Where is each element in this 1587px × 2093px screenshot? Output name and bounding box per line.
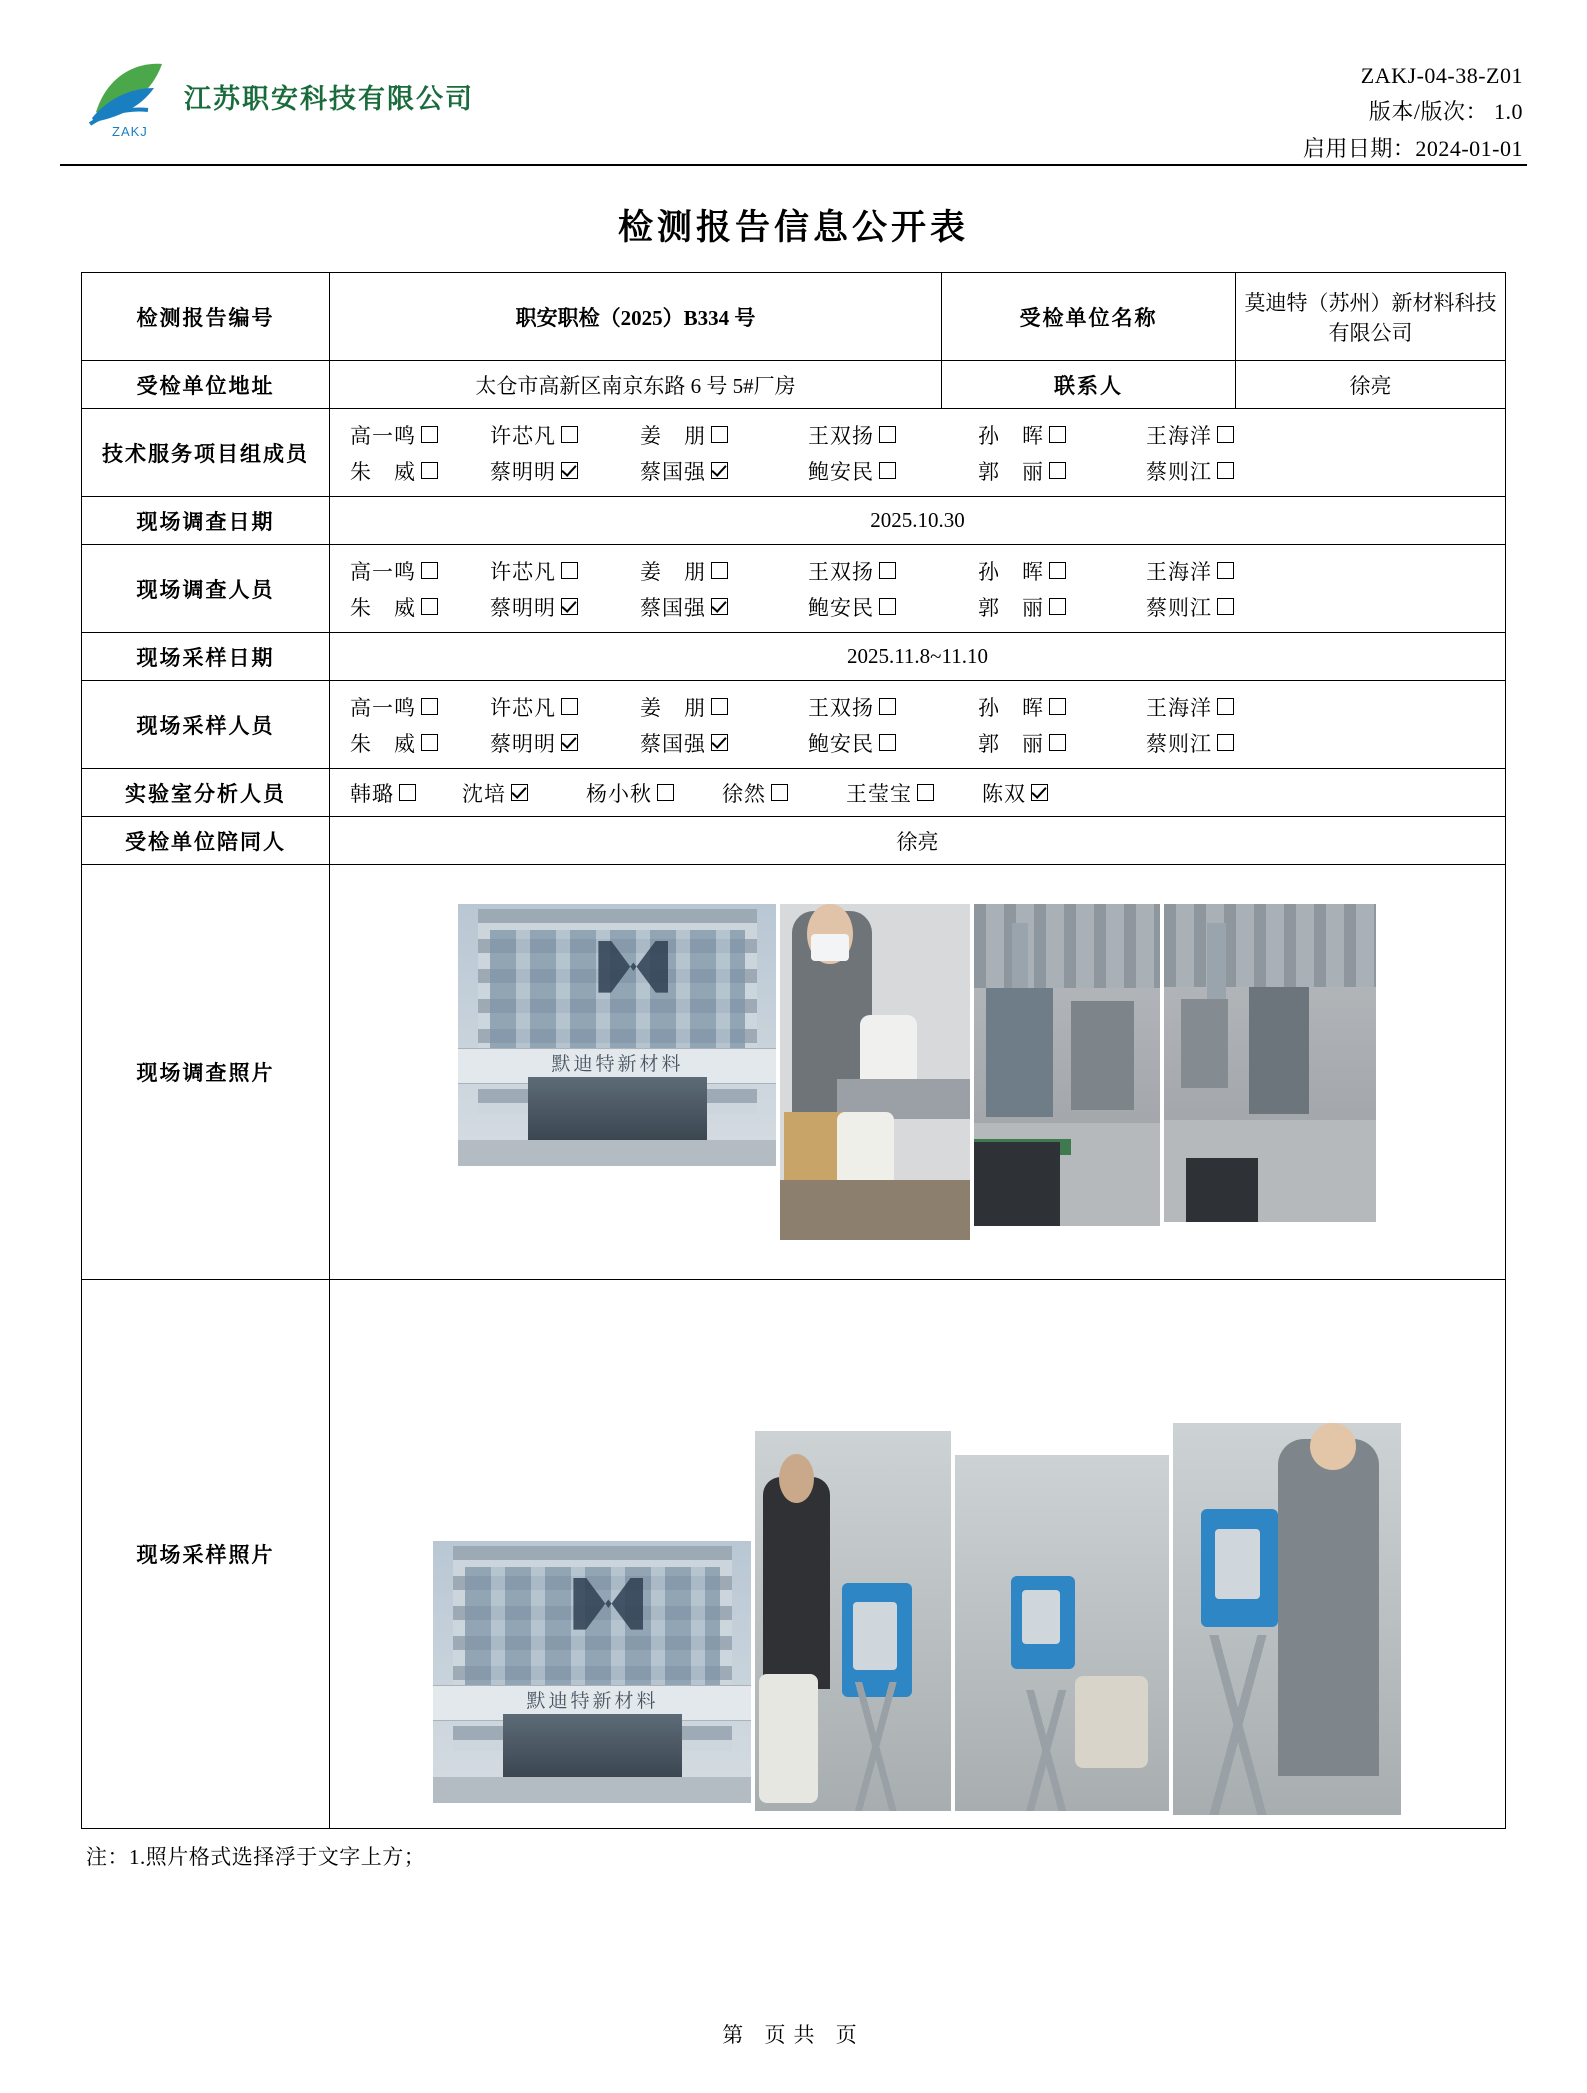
team-member[interactable]: 鲍安民 — [808, 456, 978, 486]
team-member[interactable]: 高一鸣 — [350, 420, 490, 450]
checkbox[interactable] — [421, 698, 438, 715]
survey-date-label: 现场调查日期 — [81, 497, 329, 545]
sampling-member[interactable]: 鲍安民 — [808, 728, 978, 758]
checkbox[interactable] — [1217, 698, 1234, 715]
page-title: 检测报告信息公开表 — [617, 208, 969, 247]
report-info-table — [81, 272, 1506, 1829]
client-label: 受检单位名称 — [942, 273, 1236, 361]
checkbox[interactable] — [657, 784, 674, 801]
checkbox[interactable] — [711, 698, 728, 715]
table-row — [81, 409, 1505, 497]
lab-staff-cell — [329, 769, 1505, 817]
photo-survey-plant-2 — [1164, 904, 1376, 1222]
survey-member[interactable]: 高一鸣 — [350, 556, 490, 586]
checkbox[interactable] — [711, 562, 728, 579]
checkbox[interactable] — [1217, 462, 1234, 479]
team-member[interactable]: 王海洋 — [1146, 420, 1234, 450]
checkbox[interactable] — [1049, 598, 1066, 615]
page-footer: 第 页共 页 — [722, 2023, 865, 2047]
sampling-row-2 — [350, 728, 1499, 758]
escort-value: 徐亮 — [329, 817, 1505, 865]
checkbox[interactable] — [879, 562, 896, 579]
sampling-member[interactable]: 王双扬 — [808, 692, 978, 722]
survey-member[interactable]: 许芯凡 — [490, 556, 640, 586]
table-row — [81, 633, 1505, 681]
team-member[interactable]: 孙 晖 — [978, 420, 1146, 450]
survey-member[interactable]: 姜 朋 — [640, 556, 808, 586]
photo-sampling-3 — [1173, 1423, 1401, 1815]
report-no-value: 职安职检（2025）B334 号 — [329, 273, 941, 361]
checkbox[interactable] — [879, 698, 896, 715]
checkbox[interactable] — [421, 462, 438, 479]
team-members-cell — [329, 409, 1505, 497]
survey-row-2 — [350, 592, 1499, 622]
checkbox[interactable] — [1217, 598, 1234, 615]
checkbox[interactable] — [879, 734, 896, 751]
survey-member[interactable]: 王双扬 — [808, 556, 978, 586]
sampling-member[interactable]: 蔡明明 — [490, 728, 640, 758]
lab-member[interactable]: 徐然 — [722, 778, 846, 808]
table-row — [81, 497, 1505, 545]
checkbox[interactable] — [421, 426, 438, 443]
survey-member[interactable]: 蔡明明 — [490, 592, 640, 622]
checkbox[interactable] — [917, 784, 934, 801]
sampling-photo-cell — [329, 1280, 1505, 1829]
table-row — [81, 681, 1505, 769]
sampling-member[interactable]: 孙 晖 — [978, 692, 1146, 722]
checkbox[interactable] — [399, 784, 416, 801]
address-value: 太仓市高新区南京东路 6 号 5#厂房 — [329, 361, 941, 409]
contact-value: 徐亮 — [1236, 361, 1506, 409]
survey-member[interactable]: 蔡国强 — [640, 592, 808, 622]
checkbox[interactable] — [1049, 734, 1066, 751]
checkbox[interactable] — [771, 784, 788, 801]
svg-text:ZAKJ: ZAKJ — [112, 124, 148, 139]
lab-member[interactable]: 陈双 — [982, 778, 1048, 808]
sampling-staff-label: 现场采样人员 — [81, 681, 329, 769]
sampling-member[interactable]: 高一鸣 — [350, 692, 490, 722]
sampling-member[interactable]: 朱 威 — [350, 728, 490, 758]
survey-member[interactable]: 朱 威 — [350, 592, 490, 622]
survey-member[interactable]: 鲍安民 — [808, 592, 978, 622]
survey-date-value: 2025.10.30 — [329, 497, 1505, 545]
sampling-member[interactable]: 郭 丽 — [978, 728, 1146, 758]
lab-member[interactable]: 沈培 — [462, 778, 586, 808]
sampling-date-value: 2025.11.8~11.10 — [329, 633, 1505, 681]
checkbox[interactable] — [421, 598, 438, 615]
team-member[interactable]: 王双扬 — [808, 420, 978, 450]
sampling-member[interactable]: 蔡则江 — [1146, 728, 1234, 758]
checkbox[interactable] — [421, 562, 438, 579]
table-row — [81, 769, 1505, 817]
photo-survey-plant-1 — [974, 904, 1160, 1226]
sampling-member[interactable]: 姜 朋 — [640, 692, 808, 722]
lab-member[interactable]: 杨小秋 — [586, 778, 722, 808]
page-header — [60, 30, 1527, 166]
team-label: 技术服务项目组成员 — [81, 409, 329, 497]
sampling-member[interactable]: 蔡国强 — [640, 728, 808, 758]
checkbox[interactable] — [561, 562, 578, 579]
checkbox[interactable] — [879, 598, 896, 615]
table-row — [81, 1280, 1505, 1829]
lab-member[interactable]: 王莹宝 — [846, 778, 982, 808]
team-row-1 — [350, 420, 1499, 450]
sampling-checkbox-grid — [336, 689, 1499, 761]
checkbox[interactable] — [1049, 698, 1066, 715]
survey-photo-label: 现场调查照片 — [81, 865, 329, 1280]
checkbox[interactable] — [1049, 462, 1066, 479]
contact-label: 联系人 — [942, 361, 1236, 409]
photo-sign-text: 默迪特新材料 — [526, 1691, 659, 1713]
team-row-2 — [350, 456, 1499, 486]
checkbox[interactable] — [421, 734, 438, 751]
survey-member[interactable]: 孙 晖 — [978, 556, 1146, 586]
table-row — [81, 865, 1505, 1280]
sampling-date-label: 现场采样日期 — [81, 633, 329, 681]
company-name: 江苏职安科技有限公司 — [184, 83, 474, 114]
checkbox-checked[interactable] — [511, 784, 528, 801]
photo-sampling-2 — [955, 1455, 1169, 1811]
address-label: 受检单位地址 — [81, 361, 329, 409]
checkbox[interactable] — [1217, 562, 1234, 579]
photo-survey-building — [458, 904, 776, 1166]
team-member[interactable]: 朱 威 — [350, 456, 490, 486]
checkbox-checked[interactable] — [561, 462, 578, 479]
doc-version: 版本/版次： 1.0 — [1368, 99, 1523, 125]
table-row — [81, 545, 1505, 633]
checkbox[interactable] — [711, 426, 728, 443]
sampling-row-1 — [350, 692, 1499, 722]
report-no-label: 检测报告编号 — [81, 273, 329, 361]
photo-sampling-1 — [755, 1431, 951, 1811]
team-member[interactable]: 蔡国强 — [640, 456, 808, 486]
checkbox[interactable] — [1217, 734, 1234, 751]
company-logo-icon — [82, 52, 170, 140]
survey-member[interactable]: 郭 丽 — [978, 592, 1146, 622]
checkbox[interactable] — [879, 426, 896, 443]
checkbox[interactable] — [1049, 426, 1066, 443]
header-brand — [60, 30, 474, 140]
photo-sign-text: 默迪特新材料 — [551, 1054, 684, 1076]
team-checkbox-grid — [336, 417, 1499, 489]
survey-row-1 — [350, 556, 1499, 586]
survey-checkbox-grid — [336, 553, 1499, 625]
survey-photo-cell — [329, 865, 1505, 1280]
survey-member[interactable]: 王海洋 — [1146, 556, 1234, 586]
sampling-staff-cell — [329, 681, 1505, 769]
doc-code: ZAKJ-04-38-Z01 — [1360, 63, 1523, 88]
sampling-photo-label: 现场采样照片 — [81, 1280, 329, 1829]
team-member[interactable]: 姜 朋 — [640, 420, 808, 450]
table-note: 注：1.照片格式选择浮于文字上方； — [86, 1845, 426, 1869]
checkbox-checked[interactable] — [561, 598, 578, 615]
checkbox[interactable] — [561, 426, 578, 443]
table-row — [81, 361, 1505, 409]
checkbox[interactable] — [1217, 426, 1234, 443]
survey-member[interactable]: 蔡则江 — [1146, 592, 1234, 622]
checkbox-checked[interactable] — [711, 462, 728, 479]
survey-staff-label: 现场调查人员 — [81, 545, 329, 633]
team-member[interactable]: 蔡则江 — [1146, 456, 1234, 486]
checkbox-checked[interactable] — [1031, 784, 1048, 801]
lab-member[interactable]: 韩璐 — [350, 778, 462, 808]
doc-effective-date: 启用日期：2024-01-01 — [1302, 135, 1523, 161]
survey-staff-cell — [329, 545, 1505, 633]
lab-checkbox-row — [336, 778, 1499, 808]
sampling-photo-strip — [336, 1245, 1499, 1863]
table-row — [81, 273, 1505, 361]
team-member[interactable]: 郭 丽 — [978, 456, 1146, 486]
photo-sampling-building — [433, 1541, 751, 1803]
sampling-member[interactable]: 王海洋 — [1146, 692, 1234, 722]
checkbox-checked[interactable] — [711, 734, 728, 751]
lab-staff-label: 实验室分析人员 — [81, 769, 329, 817]
checkbox[interactable] — [1049, 562, 1066, 579]
client-value: 莫迪特（苏州）新材料科技有限公司 — [1236, 273, 1506, 361]
escort-label: 受检单位陪同人 — [81, 817, 329, 865]
checkbox[interactable] — [561, 698, 578, 715]
survey-photo-strip — [336, 834, 1499, 1310]
header-doc-meta — [1303, 30, 1527, 167]
team-member[interactable]: 许芯凡 — [490, 420, 640, 450]
photo-survey-worker — [780, 904, 970, 1240]
checkbox-checked[interactable] — [711, 598, 728, 615]
checkbox[interactable] — [879, 462, 896, 479]
sampling-member[interactable]: 许芯凡 — [490, 692, 640, 722]
team-member[interactable]: 蔡明明 — [490, 456, 640, 486]
checkbox-checked[interactable] — [561, 734, 578, 751]
